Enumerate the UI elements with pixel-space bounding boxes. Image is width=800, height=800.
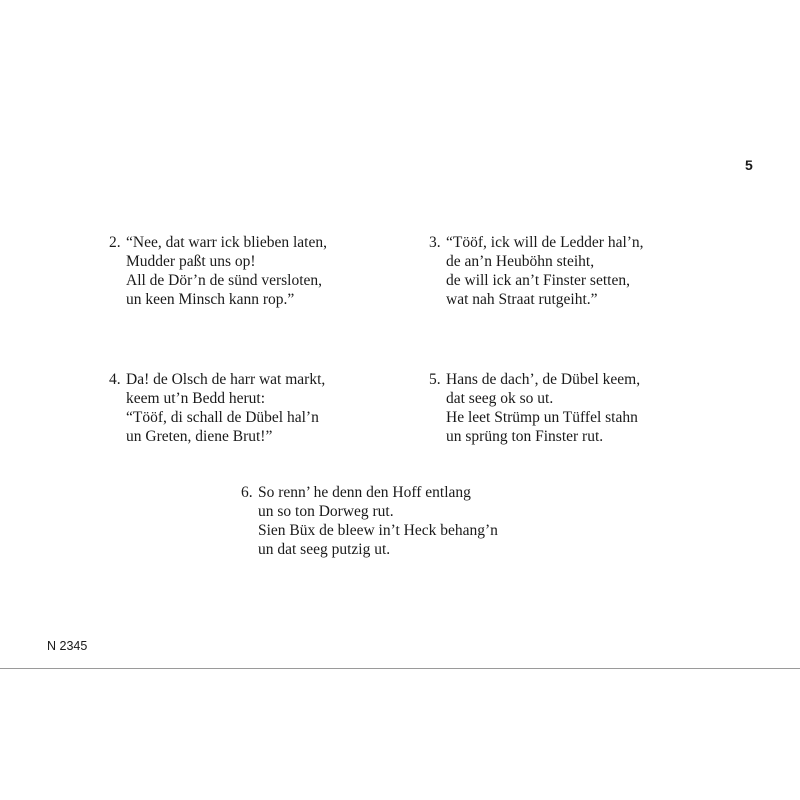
stanza-line: 3. “Tööf, ick will de Ledder hal’n, <box>429 234 644 251</box>
stanza-2 <box>109 233 327 309</box>
stanza-number: 3. <box>429 234 441 251</box>
stanza-line: 5. Hans de dach’, de Dübel keem, <box>429 371 641 388</box>
stanza-line: Sien Büx de bleew in’t Heck behang’n <box>258 522 498 539</box>
catalog-number: N 2345 <box>47 639 88 653</box>
stanza-line: 4. Da! de Olsch de harr wat markt, <box>109 371 326 388</box>
stanza-number: 5. <box>429 371 441 388</box>
stanza-4 <box>109 370 326 446</box>
page-bottom-rule <box>0 668 800 669</box>
stanza-line: All de Dör’n de sünd versloten, <box>126 272 323 289</box>
stanza-line: “Tööf, di schall de Dübel hal’n <box>126 409 319 426</box>
stanza-6 <box>241 483 498 559</box>
stanza-number: 4. <box>109 371 121 388</box>
stanza-line: un dat seeg putzig ut. <box>258 541 391 558</box>
stanza-line: keem ut’n Bedd herut: <box>126 390 266 407</box>
stanza-line: de will ick an’t Finster setten, <box>446 272 630 289</box>
stanza-line: 6. So renn’ he denn den Hoff entlang <box>241 484 471 501</box>
stanza-line: Mudder paßt uns op! <box>126 253 256 270</box>
stanza-line: un keen Minsch kann rop.” <box>126 291 295 308</box>
stanza-line: de an’n Heuböhn steiht, <box>446 253 595 270</box>
stanza-3 <box>429 233 644 309</box>
stanza-line: 2. “Nee, dat warr ick blieben laten, <box>109 234 327 251</box>
stanza-number: 6. <box>241 484 253 501</box>
stanza-line: un so ton Dorweg rut. <box>258 503 394 520</box>
stanza-line: wat nah Straat rutgeiht.” <box>446 291 598 308</box>
stanza-5 <box>429 370 641 446</box>
stanza-line: un sprüng ton Finster rut. <box>446 428 604 445</box>
stanza-line: un Greten, diene Brut!” <box>126 428 273 445</box>
stanza-line: dat seeg ok so ut. <box>446 390 554 407</box>
page-number: 5 <box>745 157 753 173</box>
stanza-number: 2. <box>109 234 121 251</box>
stanza-line: He leet Strümp un Tüffel stahn <box>446 409 638 426</box>
